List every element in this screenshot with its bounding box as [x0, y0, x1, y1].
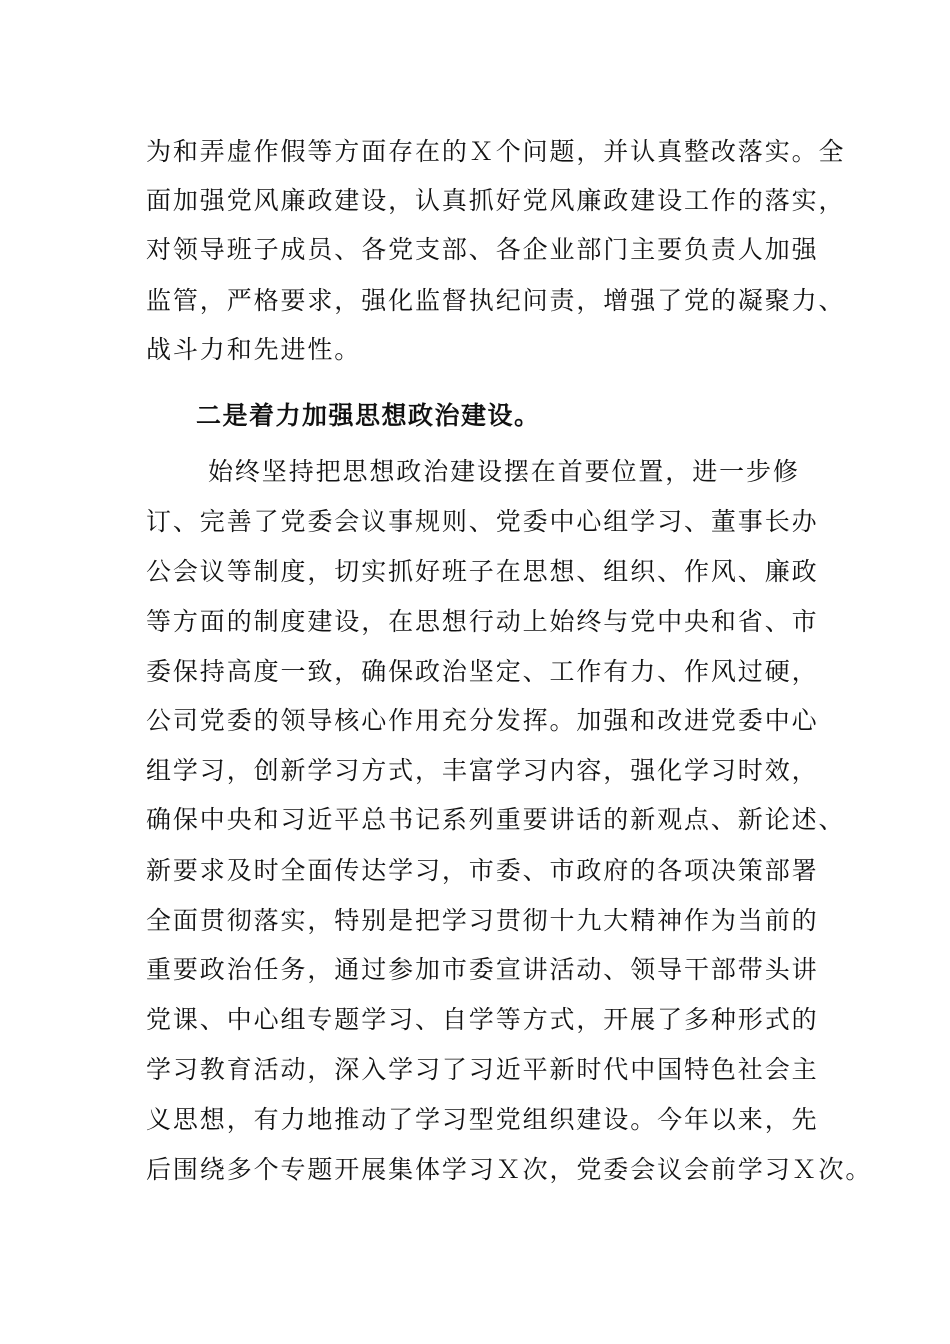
paragraph-2-line: 新要求及时全面传达学习，市委、市政府的各项决策部署 [146, 856, 819, 885]
paragraph-2-line: 订、完善了党委会议事规则、党委中心组学习、董事长办 [146, 507, 819, 536]
paragraph-2-line: 公会议等制度，切实抓好班子在思想、组织、作风、廉政 [146, 557, 819, 586]
section-heading: 二是着力加强思想政治建设。 [196, 401, 541, 430]
paragraph-2-line: 党课、中心组专题学习、自学等方式，开展了多种形式的 [146, 1005, 819, 1034]
paragraph-2-line: 确保中央和习近平总书记系列重要讲话的新观点、新论述、 [146, 805, 846, 834]
paragraph-2-line: 始终坚持把思想政治建设摆在首要位置，进一步修 [208, 457, 800, 486]
paragraph-2-line: 义思想，有力地推动了学习型党组织建设。今年以来，先 [146, 1105, 819, 1134]
paragraph-2-line: 组学习，创新学习方式，丰富学习内容，强化学习时效， [146, 756, 819, 785]
paragraph-2-line: 公司党委的领导核心作用充分发挥。加强和改进党委中心 [146, 706, 819, 735]
paragraph-1-line: 对领导班子成员、各党支部、各企业部门主要负责人加强 [146, 235, 819, 264]
paragraph-1-line: 监管，严格要求，强化监督执纪问责，增强了党的凝聚力、 [146, 286, 846, 315]
paragraph-2-line: 等方面的制度建设，在思想行动上始终与党中央和省、市 [146, 607, 819, 636]
paragraph-2-line: 学习教育活动，深入学习了习近平新时代中国特色社会主 [146, 1055, 819, 1084]
paragraph-2-line: 后围绕多个专题开展集体学习Ｘ次，党委会议会前学习Ｘ次。 [146, 1155, 873, 1184]
paragraph-2-line: 委保持高度一致，确保政治坚定、工作有力、作风过硬， [146, 657, 819, 686]
paragraph-1-line: 战斗力和先进性。 [146, 335, 362, 364]
paragraph-2-line: 全面贯彻落实，特别是把学习贯彻十九大精神作为当前的 [146, 906, 819, 935]
paragraph-1-line: 面加强党风廉政建设，认真抓好党风廉政建设工作的落实， [146, 186, 846, 215]
paragraph-2-line: 重要政治任务，通过参加市委宣讲活动、领导干部带头讲 [146, 955, 819, 984]
paragraph-1-line: 为和弄虚作假等方面存在的Ｘ个问题，并认真整改落实。全 [146, 137, 846, 166]
